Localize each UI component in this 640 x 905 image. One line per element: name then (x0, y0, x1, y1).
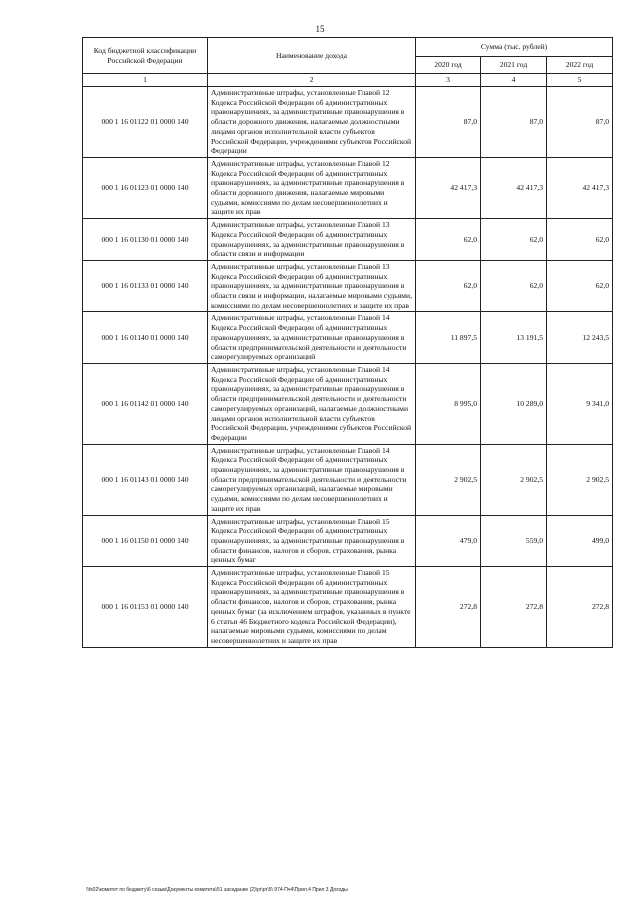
row-name: Административные штрафы, установленные Главой 12 Кодекса Российской Федерации об административных правонарушениях, за административные правонарушения в области дорожного движения, налагаемые должностными лицами органов исполнительной власти субъектов Российской Федерации, учреждениями субъектов Российской Федерации (208, 87, 416, 158)
row-amount-2022: 272,8 (547, 567, 613, 648)
page-number: 15 (315, 24, 325, 34)
row-name: Административные штрафы, установленные Главой 15 Кодекса Российской Федерации об административных правонарушениях, за административные правонарушения в области финансов, налогов и сборов, страхования, рынка ценных бумаг (за исключением штрафов, указанных в пункте 6 статьи 46 Бюджетного кодекса Российской Федерации), налагаемые мировыми судьями, комиссиями по делам несовершеннолетних и защите их прав (208, 567, 416, 648)
row-amount-2022: 62,0 (547, 260, 613, 312)
table-row (83, 567, 613, 648)
row-amount-2022: 62,0 (547, 219, 613, 261)
row-code: 000 1 16 01122 01 0000 140 (83, 87, 208, 158)
row-amount-2020: 2 902,5 (416, 444, 481, 515)
row-code: 000 1 16 01140 01 0000 140 (83, 312, 208, 364)
row-name: Административные штрафы, установленные Главой 15 Кодекса Российской Федерации об административных правонарушениях, за административные правонарушения в области финансов, налогов и сборов, страхования, рынка ценных бумаг (208, 515, 416, 567)
row-amount-2020: 87,0 (416, 87, 481, 158)
column-number: 2 (208, 74, 416, 87)
header-year-2020: 2020 год (416, 57, 481, 74)
header-year-2021: 2021 год (481, 57, 547, 74)
row-amount-2021: 2 902,5 (481, 444, 547, 515)
header-name: Наименование дохода (208, 38, 416, 74)
table-row (83, 363, 613, 444)
table-row (83, 219, 613, 261)
budget-revenue-table (82, 37, 613, 648)
row-amount-2020: 42 417,3 (416, 157, 481, 218)
file-path-footer: \\fs02\комитет по бюджету\6 созыв\Документы комитета\51 заседание (2)\pr\pr\5\ 974-Пч4\Прил.4 Прил 3 Доходы (86, 887, 348, 893)
row-amount-2022: 2 902,5 (547, 444, 613, 515)
row-name: Административные штрафы, установленные Главой 14 Кодекса Российской Федерации об административных правонарушениях, за административные правонарушения в области предпринимательской деятельности и деятельности саморегулируемых организаций, налагаемые мировыми судьями, комиссиями по делам несовершеннолетних и защите их прав (208, 444, 416, 515)
table-row (83, 87, 613, 158)
row-code: 000 1 16 01153 01 0000 140 (83, 567, 208, 648)
row-name: Административные штрафы, установленные Главой 12 Кодекса Российской Федерации об административных правонарушениях, за административные правонарушения в области дорожного движения, налагаемые мировыми судьями, комиссиями по делам несовершеннолетних и защите их прав (208, 157, 416, 218)
row-code: 000 1 16 01150 01 0000 140 (83, 515, 208, 567)
row-code: 000 1 16 01123 01 0000 140 (83, 157, 208, 218)
row-name: Административные штрафы, установленные Главой 14 Кодекса Российской Федерации об административных правонарушениях, за административные правонарушения в области предпринимательской деятельности и деятельности саморегулируемых организаций, налагаемые должностными лицами органов исполнительной власти субъектов Российской Федерации, учреждениями субъектов Российской Федерации (208, 363, 416, 444)
row-amount-2021: 62,0 (481, 260, 547, 312)
row-amount-2021: 272,8 (481, 567, 547, 648)
row-name: Административные штрафы, установленные Главой 13 Кодекса Российской Федерации об административных правонарушениях, за административные правонарушения в области связи и информации, налагаемые мировыми судьями, комиссиями по делам несовершеннолетних и защите их прав (208, 260, 416, 312)
row-amount-2020: 62,0 (416, 219, 481, 261)
row-name: Административные штрафы, установленные Главой 14 Кодекса Российской Федерации об административных правонарушениях, за административные правонарушения в области предпринимательской деятельности и деятельности саморегулируемых организаций (208, 312, 416, 364)
header-sum: Сумма (тыс. рублей) (416, 38, 613, 57)
row-amount-2022: 12 243,5 (547, 312, 613, 364)
row-amount-2021: 559,0 (481, 515, 547, 567)
row-amount-2021: 10 289,0 (481, 363, 547, 444)
row-code: 000 1 16 01130 01 0000 140 (83, 219, 208, 261)
column-number: 4 (481, 74, 547, 87)
row-name: Административные штрафы, установленные Главой 13 Кодекса Российской Федерации об административных правонарушениях, за административные правонарушения в области связи и информации (208, 219, 416, 261)
row-amount-2020: 479,0 (416, 515, 481, 567)
row-amount-2021: 13 191,5 (481, 312, 547, 364)
row-code: 000 1 16 01143 01 0000 140 (83, 444, 208, 515)
row-amount-2022: 499,0 (547, 515, 613, 567)
column-number: 3 (416, 74, 481, 87)
header-code: Код бюджетной классификации Российской Федерации (83, 38, 208, 74)
row-amount-2020: 272,8 (416, 567, 481, 648)
table-row (83, 260, 613, 312)
row-amount-2021: 62,0 (481, 219, 547, 261)
row-amount-2020: 62,0 (416, 260, 481, 312)
row-amount-2022: 9 341,0 (547, 363, 613, 444)
row-amount-2022: 87,0 (547, 87, 613, 158)
column-number: 5 (547, 74, 613, 87)
row-amount-2020: 8 995,0 (416, 363, 481, 444)
row-amount-2021: 42 417,3 (481, 157, 547, 218)
table-row (83, 444, 613, 515)
row-amount-2021: 87,0 (481, 87, 547, 158)
table-row (83, 157, 613, 218)
row-code: 000 1 16 01142 01 0000 140 (83, 363, 208, 444)
table-row (83, 312, 613, 364)
row-code: 000 1 16 01133 01 0000 140 (83, 260, 208, 312)
column-number: 1 (83, 74, 208, 87)
row-amount-2020: 11 897,5 (416, 312, 481, 364)
table-row (83, 515, 613, 567)
header-year-2022: 2022 год (547, 57, 613, 74)
row-amount-2022: 42 417,3 (547, 157, 613, 218)
